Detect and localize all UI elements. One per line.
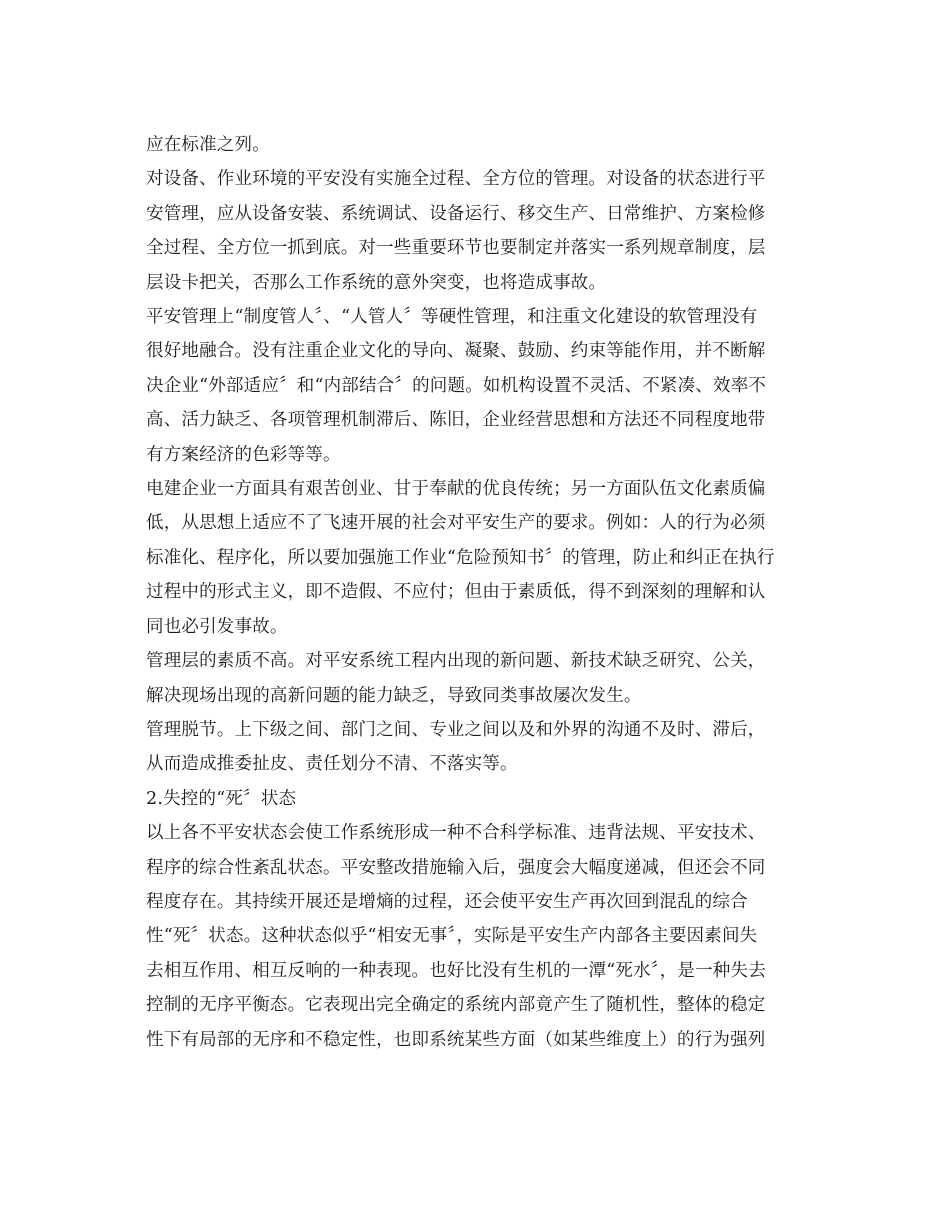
text-line: 高、活力缺乏、各项管理机制滞后、陈旧，企业经营思想和方法还不同程度地带 [146, 410, 766, 431]
text-line: 对设备、作业环境的平安没有实施全过程、全方位的管理。对设备的状态进行平 [146, 169, 766, 190]
text-line: 应在标准之列。 [146, 135, 270, 155]
text-line: 决企业“外部适应〞和“内部结合〞的问题。如机构设置不灵活、不紧凑、效率不 [146, 375, 767, 396]
text-line: 程序的综合性紊乱状态。平安整改措施输入后，强度会大幅度递减，但还会不同 [146, 857, 766, 878]
text-line: 程度存在。其持续开展还是增熵的过程，还会使平安生产再次回到混乱的综合 [146, 891, 748, 912]
text-line: 性下有局部的无序和不稳定性，也即系统某些方面（如某些维度上）的行为强列 [146, 1029, 766, 1050]
text-line: 有方案经济的色彩等等。 [146, 444, 341, 465]
text-line: 性“死〞状态。这种状态似乎“相安无事〞，实际是平安生产内部各主要因素间失 [146, 926, 758, 947]
text-line: 全过程、全方位一抓到底。对一些重要环节也要制定并落实一系列规章制度，层 [146, 238, 766, 259]
text-line: 安管理，应从设备安装、系统调试、设备运行、移交生产、日常维护、方案检修 [146, 203, 766, 224]
section-heading: 2.失控的“死〞状态 [146, 788, 297, 809]
text-line: 很好地融合。没有注重企业文化的导向、凝聚、鼓励、约束等能作用，并不断解 [146, 341, 766, 362]
text-line: 低，从思想上适应不了飞速开展的社会对平安生产的要求。例如：人的行为必须 [146, 513, 766, 534]
text-line: 从而造成推委扯皮、责任划分不清、不落实等。 [146, 754, 518, 775]
text-line: 电建企业一方面具有艰苦创业、甘于奉献的优良传统；另一方面队伍文化素质偏 [146, 479, 766, 500]
text-line: 控制的无序平衡态。它表现出完全确定的系统内部竟产生了随机性，整体的稳定 [146, 995, 766, 1016]
text-line: 解决现场出现的高新问题的能力缺乏，导致同类事故屡次发生。 [146, 685, 642, 706]
text-line: 平安管理上“制度管人〞、“人管人〞等硬性管理，和注重文化建设的软管理没有 [146, 307, 758, 328]
text-line: 层设卡把关，否那么工作系统的意外突变，也将造成事故。 [146, 272, 607, 293]
text-line: 同也必引发事故。 [146, 616, 288, 637]
text-line: 过程中的形式主义，即不造假、不应付；但由于素质低，得不到深刻的理解和认 [146, 582, 766, 603]
text-line: 去相互作用、相互反响的一种表现。也好比没有生机的一潭“死水〞，是一种失去 [146, 960, 766, 981]
text-line: 管理层的素质不高。对平安系统工程内出现的新问题、新技术缺乏研究、公关， [146, 651, 766, 672]
text-line: 以上各不平安状态会使工作系统形成一种不合科学标准、违背法规、平安技术、 [146, 823, 766, 844]
document-body [146, 128, 810, 1057]
text-line: 管理脱节。上下级之间、部门之间、专业之间以及和外界的沟通不及时、滞后， [146, 719, 766, 740]
text-line: 标准化、程序化，所以要加强施工作业“危险预知书〞的管理，防止和纠正在执行 [146, 547, 775, 568]
